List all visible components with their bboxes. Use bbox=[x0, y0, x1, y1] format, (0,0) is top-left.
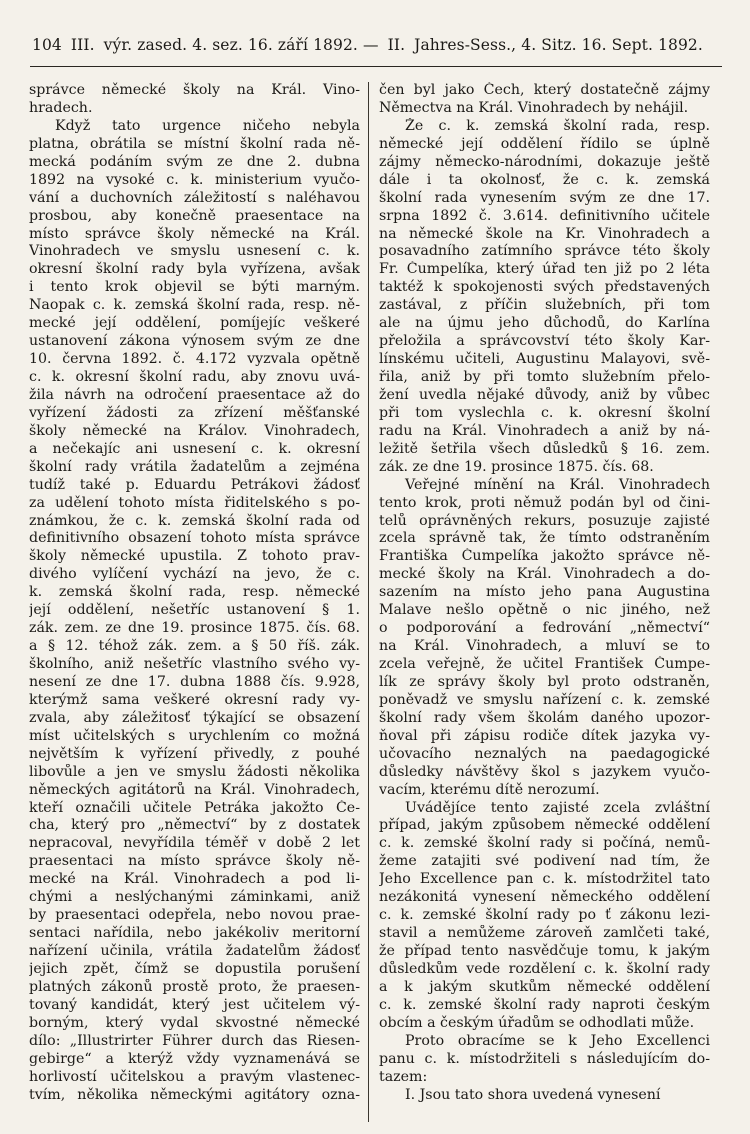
text-line: tazem: bbox=[379, 1068, 428, 1085]
text-line: školy německé upustila. Z tohoto prav- bbox=[29, 548, 360, 565]
text-line: řila, aniž by při tomto služebním přelo- bbox=[379, 369, 710, 385]
text-line: Že c. k. zemská školní rada, resp. bbox=[405, 117, 710, 134]
text-line: mecké školy na Král. Vinohradech a do- bbox=[379, 566, 710, 583]
text-line: definitivního obsazení tohoto místa správce bbox=[29, 530, 360, 547]
text-line: a § 12. téhož zák. zem. a § 50 říš. zák. bbox=[29, 638, 360, 655]
text-line: i tento krok objevil se býti marným. bbox=[29, 279, 360, 296]
text-line: nesení ze dne 17. dubna 1888 čís. 9.928, bbox=[29, 673, 360, 690]
text-line: mecká podáním svým ze dne 2. dubna bbox=[29, 153, 360, 170]
text-line: a k jakým skutkům německé oddělení bbox=[379, 978, 710, 995]
text-line: správce německé školy na Král. Vino- bbox=[29, 82, 360, 98]
text-line: 1892 na vysoké c. k. ministerium vyučo- bbox=[29, 171, 360, 188]
text-line: borným, který vydal skvostné německé bbox=[29, 1014, 360, 1031]
text-line: zastával, z příčin služebních, při tom bbox=[379, 297, 710, 314]
text-line: tudíž také p. Eduardu Petrákovi žádosť bbox=[29, 476, 360, 493]
text-line: kterýmž sama veškeré okresní rady vy- bbox=[29, 691, 360, 708]
text-line: okresní školní rady byla vyřízena, avšak bbox=[29, 261, 360, 278]
text-line: línskému učiteli, Augustinu Malayovi, svě- bbox=[379, 351, 710, 368]
text-line: ale na újmu jeho důchodů, do Karlína bbox=[379, 315, 710, 332]
text-line: vacím, kterému dítě nerozumí. bbox=[379, 781, 600, 798]
text-line: vyřízení žádosti za zřízení měšťanské bbox=[29, 404, 360, 421]
text-line: c. k. zemské školní rady po ť zákonu lezi- bbox=[379, 907, 710, 924]
page-header bbox=[32, 36, 722, 54]
text-line: taktéž k spokojenosti svých představených bbox=[379, 279, 710, 296]
text-line: vání a duchovních záležitostí s naléhavou bbox=[29, 189, 360, 206]
text-line: horlivostí učitelskou a pravým vlastenec- bbox=[29, 1068, 360, 1085]
text-line: na německé škole na Kr. Vinohradech a bbox=[379, 225, 710, 242]
text-line: nezákonitá vynesení německého oddělení bbox=[379, 889, 710, 906]
text-line: německých agitátorů na Král. Vinohradech, bbox=[29, 781, 360, 798]
text-line: Němectva na Král. Vinohradech by nehájil. bbox=[379, 99, 689, 116]
text-line: největším k vyřízení přivedly, z pouhé bbox=[29, 745, 360, 762]
text-line: dílo: „Illustrirter Führer durch das Riesen- bbox=[29, 1032, 360, 1049]
text-line: zcela správně tak, že tímto odstraněním bbox=[379, 530, 710, 547]
text-line: c. k. okresní školní radu, aby znovu uvá- bbox=[29, 369, 360, 385]
header-roman-right: II. bbox=[387, 36, 406, 54]
text-line: německé její oddělení řídilo se úplně bbox=[379, 135, 710, 152]
text-line: zcela veřejně, že učitel František Čumpe- bbox=[379, 656, 710, 672]
header-rule bbox=[30, 66, 722, 67]
text-line: stavil a nemůžeme zároveň zamlčeti také, bbox=[379, 925, 710, 942]
text-line: zák. zem. ze dne 19. prosince 1875. čís. 68. bbox=[29, 620, 360, 637]
text-line: případ, jakým způsobem německé oddělení bbox=[379, 817, 710, 834]
text-line: že případ tento nasvědčuje tomu, k jakým bbox=[379, 943, 710, 959]
text-line: prosbou, aby konečně praesentace na bbox=[29, 207, 360, 224]
text-line: panu c. k. místodržiteli s následujícím do- bbox=[379, 1050, 710, 1067]
text-line: radu na Král. Vinohradech a aniž by ná- bbox=[379, 422, 710, 439]
text-line: nepracoval, nevyřídila téměř v době 2 let bbox=[29, 835, 360, 852]
text-line: Malave nešlo opětně o nic jiného, než bbox=[379, 602, 710, 619]
text-line: tvím, několika německými agitátory ozna- bbox=[29, 1086, 360, 1103]
text-line: libovůle a jen ve smyslu žádosti několika bbox=[29, 763, 360, 780]
text-line: učovacího neznalých na paedagogické bbox=[379, 745, 710, 762]
text-line: divého vylíčení vychází na jevo, že c. bbox=[29, 566, 360, 583]
text-line: sentaci nařídila, nebo jakékoliv meritorní bbox=[29, 925, 360, 942]
text-line: mecké na Král. Vinohradech a pod li- bbox=[29, 871, 360, 888]
text-line: o podporování a fedrování „němectví“ bbox=[379, 620, 710, 637]
text-line: nařízení učinila, vrátila žadatelům žádosť bbox=[29, 943, 360, 959]
text-line: poněvadž ve smyslu nařízení c. k. zemské bbox=[379, 691, 710, 708]
text-line: školní rady vrátila žadatelům a zejména bbox=[29, 458, 360, 475]
text-line: praesentaci na místo správce školy ně- bbox=[29, 853, 360, 870]
text-line: zájmy německo-národními, dokazuje ještě bbox=[379, 153, 710, 170]
text-line: Naopak c. k. zemská školní rada, resp. ně- bbox=[29, 297, 360, 314]
text-line: I. Jsou tato shora uvedená vynesení bbox=[405, 1086, 661, 1103]
text-line: Když tato urgence ničeho nebyla bbox=[55, 117, 360, 134]
text-line: a nečekajíc ani usnesení c. k. okresní bbox=[29, 440, 360, 457]
header-czech-meta: výr. zased. 4. sez. 16. září 1892. — bbox=[103, 36, 379, 54]
page-number: 104 bbox=[32, 36, 62, 54]
text-line: její oddělení, nešetříc ustanovení § 1. bbox=[29, 602, 360, 619]
text-line: c. k. zemské školní rady si počíná, nemů- bbox=[379, 835, 710, 852]
header-german-meta: Jahres-Sess., 4. Sitz. 16. Sept. 1892. bbox=[414, 36, 703, 54]
text-line: tovaný kandidát, který jest učitelem vý- bbox=[29, 996, 360, 1013]
right-text-column bbox=[379, 82, 710, 1104]
text-line: tento krok, proti němuž podán byl od čini- bbox=[379, 494, 710, 511]
text-line: chými a neslýchanými záminkami, aniž bbox=[29, 889, 360, 906]
text-line: obcím a českým úřadům se odhodlati může. bbox=[379, 1014, 695, 1031]
text-line: Fr. Čumpelíka, který úřad ten již po 2 léta bbox=[379, 261, 710, 278]
text-line: Proto obracíme se k Jeho Excellenci bbox=[405, 1032, 710, 1049]
text-line: školního, aniž nešetříc vlastního svého vy- bbox=[29, 656, 360, 672]
text-line: místo správce školy německé na Král. bbox=[29, 225, 360, 242]
text-line: sazením na místo jeho pana Augustina bbox=[379, 584, 710, 601]
text-line: čen byl jako Čech, který dostatečně zájmy bbox=[379, 82, 710, 98]
text-line: zák. ze dne 19. prosince 1875. čís. 68. bbox=[379, 458, 654, 475]
text-line: posavadního zatímního správce této školy bbox=[379, 243, 710, 260]
text-line: c. k. zemské školní rady naproti českým bbox=[379, 996, 710, 1013]
text-line: telů oprávněných rekurs, posuzuje zajisté bbox=[379, 512, 710, 529]
text-line: školní rada vynesením svým ze dne 17. bbox=[379, 189, 710, 206]
text-line: žila návrh na odročení praesentace až do bbox=[29, 386, 360, 403]
text-line: lík ze správy školy byl proto odstraněn, bbox=[379, 673, 710, 690]
text-line: dále i ta okolnosť, že c. k. zemská bbox=[379, 171, 710, 188]
text-line: srpna 1892 č. 3.614. definitivního učitele bbox=[379, 207, 710, 224]
text-line: ustanovení zákona výnosem svým ze dne bbox=[29, 333, 360, 350]
text-line: důsledkům vede rozdělení c. k. školní rady bbox=[379, 960, 710, 977]
text-line: ležitě šetřila všech důsledků § 16. zem. bbox=[379, 440, 710, 457]
column-divider bbox=[368, 82, 369, 1122]
text-line: zvala, aby záležitosť týkající se obsazení bbox=[29, 709, 360, 726]
text-line: Uvádějíce tento zajisté zcela zvláštní bbox=[405, 799, 710, 816]
text-line: míst učitelských s urychlením co možná bbox=[29, 727, 360, 744]
text-line: přeložila a správcovství této školy Kar- bbox=[379, 333, 710, 350]
text-line: při tom vyslechla c. k. okresní školní bbox=[379, 404, 710, 421]
text-line: žení uvedla nějaké důvody, aniž by vůbec bbox=[379, 386, 710, 403]
text-line: 10. června 1892. č. 4.172 vyzvala opětně bbox=[29, 351, 360, 368]
text-line: hradech. bbox=[29, 99, 93, 116]
text-line: školní rady všem školám daného upozor- bbox=[379, 709, 710, 726]
text-line: na Král. Vinohradech, a mluví se to bbox=[379, 638, 710, 655]
text-line: cha, který pro „němectví“ by z dostatek bbox=[29, 817, 360, 834]
header-roman-left: III. bbox=[70, 36, 95, 54]
text-line: platných zákonů prostě proto, že praesen- bbox=[29, 978, 360, 995]
text-line: důsledky návštěvy škol s jazykem vyučo- bbox=[379, 763, 710, 780]
text-line: kteří označili učitele Petráka jakožto Če- bbox=[29, 799, 360, 816]
text-line: jejich zpět, čímž se dopustila porušení bbox=[29, 960, 360, 977]
text-line: by praesentaci odepřela, nebo novou prae- bbox=[29, 907, 360, 924]
text-line: Jeho Excellence pan c. k. místodržitel tato bbox=[379, 871, 710, 888]
text-line: Vinohradech ve smyslu usnesení c. k. bbox=[29, 243, 360, 260]
text-line: Veřejné mínění na Král. Vinohradech bbox=[405, 476, 710, 493]
text-line: ňoval při zápisu rodiče dítek jazyka vy- bbox=[379, 727, 710, 744]
text-line: platna, obrátila se místní školní rada ně- bbox=[29, 135, 360, 152]
text-line: žeme zatajiti své podivení nad tím, že bbox=[379, 853, 710, 870]
text-line: gebirge“ a kterýž vždy vyznamenává se bbox=[29, 1050, 360, 1067]
text-line: k. zemská školní rada, resp. německé bbox=[29, 584, 360, 601]
text-line: mecké její oddělení, pomíjejíc veškeré bbox=[29, 315, 360, 332]
text-line: školy německé na Králov. Vinohradech, bbox=[29, 422, 360, 439]
text-line: známkou, že c. k. zemská školní rada od bbox=[29, 512, 360, 529]
text-line: Františka Čumpelíka jakožto správce ně- bbox=[379, 548, 710, 565]
left-text-column bbox=[29, 82, 360, 1104]
text-line: za udělení tohoto místa řiditelského s po- bbox=[29, 494, 360, 511]
